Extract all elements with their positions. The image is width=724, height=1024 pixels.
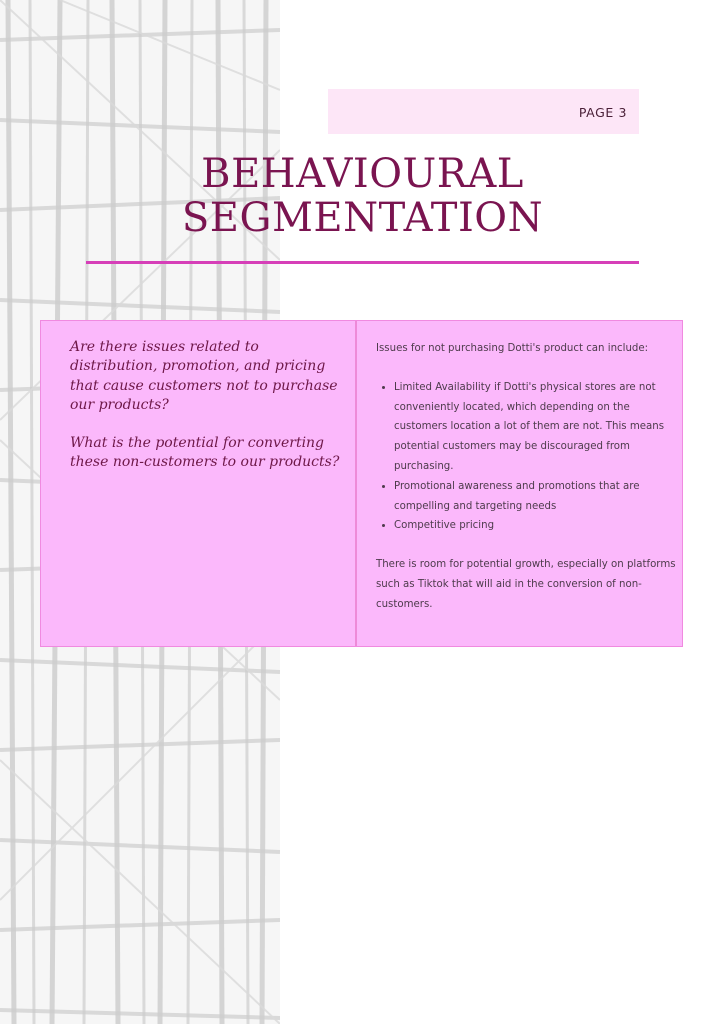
page-title-line-1: BEHAVIOURAL	[201, 151, 524, 197]
page-number-label: PAGE 3	[578, 105, 627, 120]
list-item: • Competitive pricing	[394, 516, 676, 536]
title-underline-divider	[86, 261, 639, 264]
list-item: • Promotional awareness and promotions that are compelling and targeting needs	[394, 477, 676, 517]
questions-column	[70, 338, 345, 492]
question-text: What is the potential for converting these non-customers to our products?	[70, 435, 340, 471]
page-title-line-2: SEGMENTATION	[181, 195, 544, 241]
question-text: Are there issues related to distribution, promotion, and pricing that cause customers not to purchase our products?	[70, 339, 338, 413]
page-number-badge	[328, 89, 639, 134]
content-table	[40, 320, 683, 647]
issues-list	[376, 378, 676, 536]
column-divider	[355, 321, 357, 646]
answer-conclusion: There is room for potential growth, especially on platforms such as Tiktok that will aid in the conversion of non-customers.	[376, 559, 676, 610]
list-item: • Limited Availability if Dotti's physical stores are not conveniently located, which depending on the customers location a lot of them are not. This means potential customers may be discouraged from purchasing.	[394, 378, 676, 477]
page-title	[86, 152, 639, 240]
answer-intro: Issues for not purchasing Dotti's product can include:	[376, 343, 649, 354]
answer-column	[376, 339, 676, 615]
